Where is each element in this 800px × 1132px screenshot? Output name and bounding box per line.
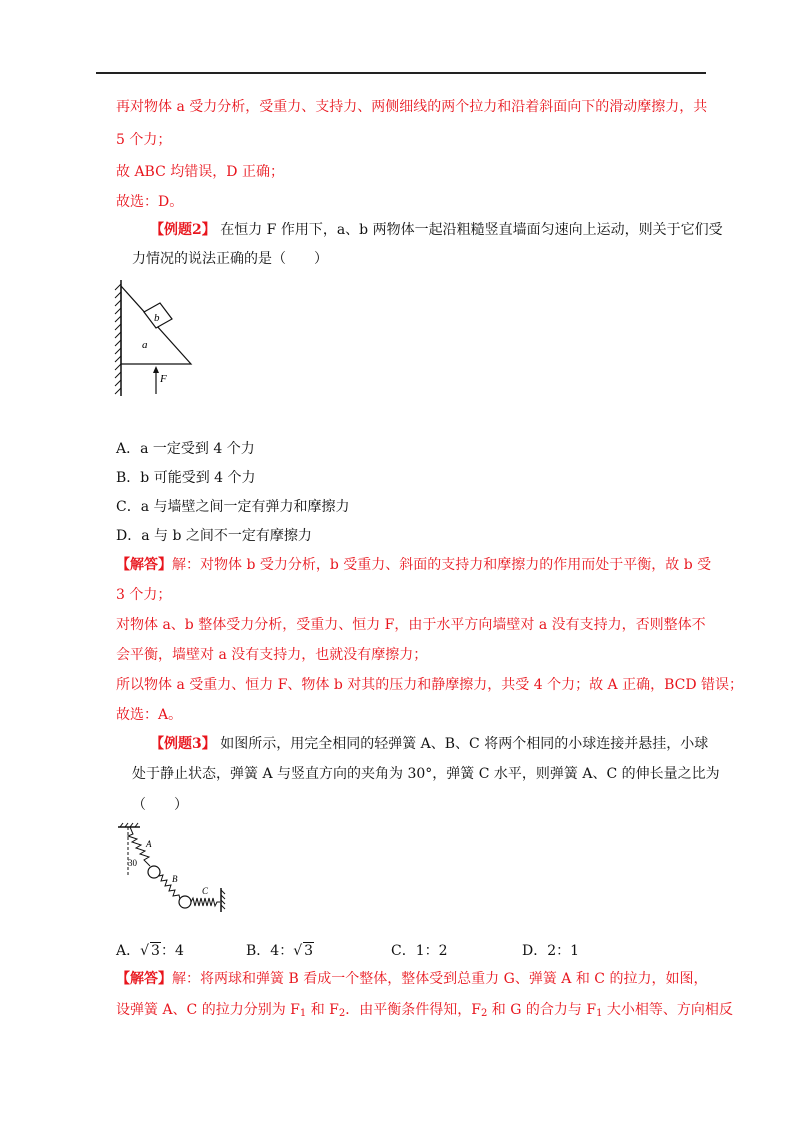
subscript: 1 xyxy=(596,1008,603,1019)
option-b xyxy=(246,940,314,960)
option-a-suffix: ：4 xyxy=(160,943,184,959)
angle-label: 30 xyxy=(128,858,137,868)
subscript: 2 xyxy=(480,1008,488,1019)
answer-text: 大小相等、方向相反 xyxy=(602,1002,733,1018)
radicand: 3 xyxy=(304,943,314,959)
option-b: B．b 可能受到 4 个力 xyxy=(116,470,256,486)
answer-line: 对物体 a、b 整体受力分析，受重力、恒力 F，由于水平方向墙壁对 a 没有支持力，否则整体不 xyxy=(116,617,706,633)
answer-line: 3 个力； xyxy=(116,587,172,603)
example3-question-line1 xyxy=(150,735,708,753)
solution-line: 故 ABC 均错误，D 正确； xyxy=(116,164,284,180)
solution-line: 故选：D。 xyxy=(116,194,184,210)
example3-question-text: 如图所示，用完全相同的轻弹簧 A、B、C 将两个相同的小球连接并悬挂，小球 xyxy=(220,736,709,752)
spring-A-label: A xyxy=(146,839,152,849)
answer-line: 所以物体 a 受重力、恒力 F、物体 b 对其的压力和静摩擦力，共受 4 个力；故 A 正确，BCD 错误； xyxy=(116,677,744,693)
option-b-prefix: B．4： xyxy=(246,943,294,959)
sqrt-symbol: √ 3 xyxy=(140,943,160,959)
example2-question-line1 xyxy=(150,221,723,239)
answer-text: 设弹簧 A、C 的拉力分别为 F xyxy=(116,1002,300,1018)
answer-text: 和 F xyxy=(306,1002,339,1018)
example3-question-line2: 处于静止状态，弹簧 A 与竖直方向的夹角为 30°，弹簧 C 水平，则弹簧 A、C 的伸长量之比为 xyxy=(132,766,720,782)
force-F-label: F xyxy=(160,373,167,385)
sqrt-symbol: √ 3 xyxy=(293,943,314,959)
block-b-label: b xyxy=(154,312,160,324)
answer-tag: 【解答】 xyxy=(116,557,172,573)
solution-line: 5 个力； xyxy=(116,132,172,148)
answer-text: ．由平衡条件得知，F xyxy=(345,1002,481,1018)
option-d: D．2：1 xyxy=(522,943,580,959)
answer-text: 解：对物体 b 受力分析，b 受重力、斜面的支持力和摩擦力的作用而处于平衡，故 b 受 xyxy=(172,557,712,573)
option-c: C．1：2 xyxy=(391,943,448,959)
option-a-prefix: A． xyxy=(116,943,141,959)
header-rule xyxy=(96,72,706,74)
answer-line: 会平衡，墙壁对 a 没有支持力，也就没有摩擦力； xyxy=(116,647,428,663)
option-d: D．a 与 b 之间不一定有摩擦力 xyxy=(116,528,312,544)
option-a xyxy=(116,940,184,960)
option-c: C．a 与墙壁之间一定有弹力和摩擦力 xyxy=(116,499,350,515)
option-a: A．a 一定受到 4 个力 xyxy=(116,441,255,457)
answer-line: 故选：A。 xyxy=(116,707,183,723)
answer-text: 解：将两球和弹簧 B 看成一个整体，整体受到总重力 G、弹簧 A 和 C 的拉力，如图， xyxy=(172,971,708,987)
example3-question-line3: （ ） xyxy=(132,797,188,813)
block-a-label: a xyxy=(142,339,148,351)
spring-C-label: C xyxy=(202,886,209,896)
subscript: 2 xyxy=(338,1008,346,1019)
springs-balls-figure xyxy=(114,822,230,914)
radicand: 3 xyxy=(151,943,160,959)
example2-question-text: 在恒力 F 作用下，a、b 两物体一起沿粗糙竖直墙面匀速向上运动，则关于它们受 xyxy=(220,222,723,238)
answer-line xyxy=(116,970,707,988)
answer-tag: 【解答】 xyxy=(116,971,172,987)
answer-text: 和 G 的合力与 F xyxy=(487,1002,597,1018)
wall-incline-figure xyxy=(112,278,202,398)
example3-tag: 【例题3】 xyxy=(150,736,216,752)
example2-tag: 【例题2】 xyxy=(150,222,216,238)
spring-B-label: B xyxy=(172,874,178,884)
subscript: 1 xyxy=(299,1008,307,1019)
answer-line xyxy=(116,556,711,574)
solution-line: 再对物体 a 受力分析，受重力、支持力、两侧细线的两个拉力和沿着斜面向下的滑动摩擦力，共 xyxy=(116,99,708,115)
answer-line xyxy=(116,1001,733,1023)
example2-question-line2: 力情况的说法正确的是（ ） xyxy=(132,251,328,267)
